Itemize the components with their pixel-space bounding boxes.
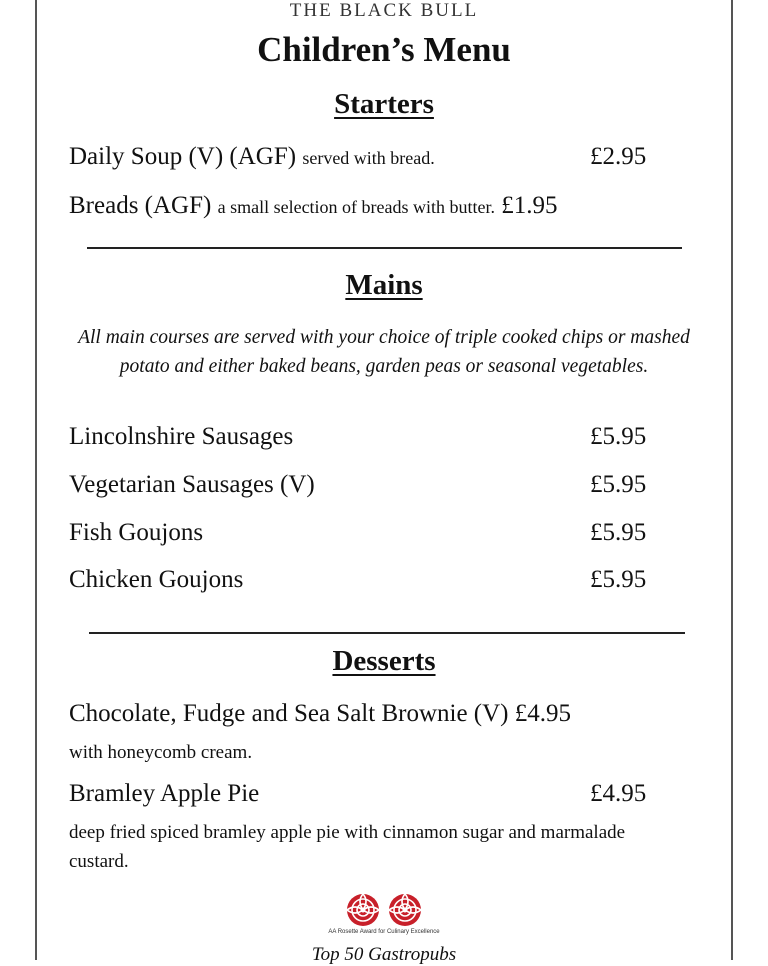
award-caption: AA Rosette Award for Culinary Excellence bbox=[328, 929, 440, 935]
main-item-vegetarian-sausages: Vegetarian Sausages (V) bbox=[69, 471, 315, 498]
item-price: £4.95 bbox=[590, 780, 647, 807]
main-item-lincolnshire-sausages: Lincolnshire Sausages bbox=[69, 423, 294, 450]
item-price: £5.95 bbox=[590, 519, 647, 546]
item-name: Chocolate, Fudge and Sea Salt Brownie (V) bbox=[69, 700, 509, 727]
item-description: served with bread. bbox=[302, 148, 435, 168]
page-border-left bbox=[35, 0, 37, 960]
aa-rosette-icon bbox=[344, 892, 382, 928]
aa-rosette-icon bbox=[386, 892, 424, 928]
page-border-right bbox=[731, 0, 733, 960]
item-name: Breads (AGF) bbox=[69, 192, 212, 219]
starter-item-soup bbox=[69, 143, 435, 171]
aa-rosettes bbox=[0, 892, 768, 928]
item-price: £5.95 bbox=[590, 423, 647, 450]
item-price: £5.95 bbox=[590, 566, 647, 593]
mains-intro: All main courses are served with your choice of triple cooked chips or mashed potato and either baked beans, garden peas or seasonal vegetables. bbox=[78, 327, 690, 377]
item-name: Daily Soup (V) (AGF) bbox=[69, 143, 297, 170]
mains-heading: Mains bbox=[345, 269, 423, 301]
dessert-item-brownie bbox=[69, 700, 571, 728]
main-item-fish-goujons: Fish Goujons bbox=[69, 519, 204, 546]
starters-heading: Starters bbox=[334, 88, 434, 120]
section-divider bbox=[89, 632, 685, 634]
item-price: £4.95 bbox=[514, 700, 571, 727]
desserts-heading: Desserts bbox=[332, 645, 436, 677]
item-price: £1.95 bbox=[501, 192, 558, 219]
item-price: £2.95 bbox=[590, 143, 647, 170]
restaurant-name: THE BLACK BULL bbox=[289, 0, 479, 21]
dessert-item-apple-pie: Bramley Apple Pie bbox=[69, 780, 260, 807]
item-description: deep fried spiced bramley apple pie with cinnamon sugar and marmalade custard. bbox=[69, 822, 626, 872]
item-price: £5.95 bbox=[590, 471, 647, 498]
starter-item-breads bbox=[69, 192, 558, 220]
footer-accolade: Top 50 Gastropubs bbox=[311, 944, 457, 965]
menu-title: Children’s Menu bbox=[257, 30, 511, 69]
section-divider bbox=[87, 247, 682, 249]
main-item-chicken-goujons: Chicken Goujons bbox=[69, 566, 244, 593]
item-description: a small selection of breads with butter. bbox=[217, 197, 496, 217]
item-description: with honeycomb cream. bbox=[69, 742, 253, 763]
